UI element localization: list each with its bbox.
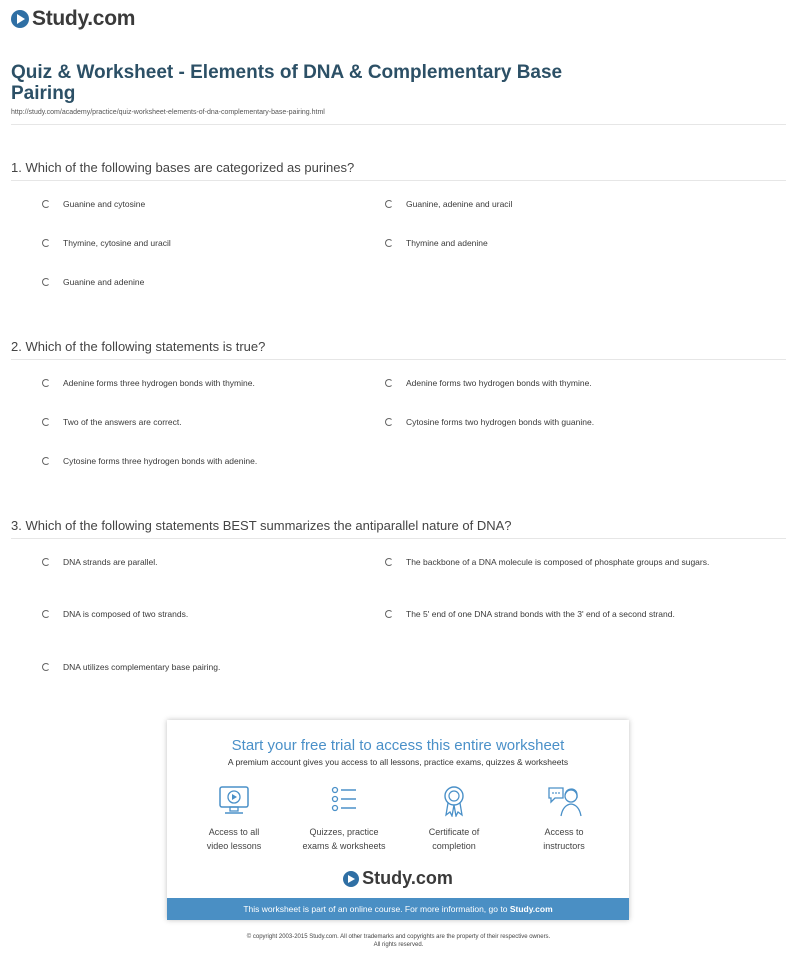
answer-option[interactable] <box>385 415 715 429</box>
answer-option[interactable] <box>42 555 342 569</box>
radio-icon[interactable] <box>385 610 393 618</box>
radio-icon[interactable] <box>42 200 50 208</box>
instructor-chat-icon <box>546 785 582 817</box>
option-label: Guanine and cytosine <box>63 199 146 209</box>
option-label: Two of the answers are correct. <box>63 417 182 427</box>
copyright-line: All rights reserved. <box>373 942 424 948</box>
option-label: Guanine and adenine <box>63 277 145 287</box>
answer-option[interactable] <box>385 197 715 211</box>
answer-option[interactable] <box>42 275 342 289</box>
option-label: Guanine, adenine and uracil <box>406 199 513 209</box>
question-1 <box>11 160 786 181</box>
question-2 <box>11 339 786 360</box>
answer-option[interactable] <box>42 415 342 429</box>
answer-option[interactable] <box>385 555 715 569</box>
promo-subline: A premium account gives you access to all lessons, practice exams, quizzes & worksheets <box>227 757 569 767</box>
radio-icon[interactable] <box>385 200 393 208</box>
video-lessons-icon <box>216 785 252 817</box>
feature-line: Access to <box>544 827 584 837</box>
answer-option[interactable] <box>42 197 342 211</box>
course-info-bar <box>167 898 629 920</box>
option-label: Thymine, cytosine and uracil <box>63 238 171 248</box>
feature-line: Certificate of <box>428 827 480 837</box>
play-logo-icon <box>11 10 29 28</box>
radio-icon[interactable] <box>42 663 50 671</box>
answer-option[interactable] <box>42 607 342 621</box>
option-label: Adenine forms three hydrogen bonds with thymine. <box>63 378 255 388</box>
feature-line: video lessons <box>206 841 262 851</box>
question-text: 3. Which of the following statements BEST summarizes the antiparallel nature of DNA? <box>11 518 512 533</box>
radio-icon[interactable] <box>385 558 393 566</box>
answer-option[interactable] <box>385 607 715 621</box>
certificate-icon <box>436 785 472 817</box>
divider <box>11 359 786 360</box>
question-text: 1. Which of the following bases are categorized as purines? <box>11 160 355 175</box>
promo-logo[interactable] <box>167 868 629 889</box>
option-label: Cytosine forms three hydrogen bonds with adenine. <box>63 456 258 466</box>
answer-option[interactable] <box>42 454 342 468</box>
radio-icon[interactable] <box>42 278 50 286</box>
page-title: Quiz & Worksheet - Elements of DNA & Complementary Base Pairing <box>11 62 563 104</box>
free-trial-promo <box>167 720 629 920</box>
radio-icon[interactable] <box>385 379 393 387</box>
feature-line: Quizzes, practice <box>309 827 379 837</box>
promo-logo-text: Study.com <box>362 868 453 888</box>
feature-quizzes <box>289 785 399 853</box>
promo-headline[interactable]: Start your free trial to access this entire worksheet <box>231 737 565 754</box>
answer-option[interactable] <box>385 236 715 250</box>
option-label: DNA is composed of two strands. <box>63 609 189 619</box>
feature-line: exams & worksheets <box>302 841 386 851</box>
radio-icon[interactable] <box>42 610 50 618</box>
option-label: DNA strands are parallel. <box>63 557 158 567</box>
course-info-text: This worksheet is part of an online course. For more information, go to <box>243 904 510 914</box>
radio-icon[interactable] <box>42 379 50 387</box>
feature-line: Access to all <box>208 827 260 837</box>
feature-list <box>167 785 629 855</box>
feature-video-lessons <box>179 785 289 853</box>
option-label: Thymine and adenine <box>406 238 488 248</box>
option-label: Adenine forms two hydrogen bonds with thymine. <box>406 378 592 388</box>
copyright-line: © copyright 2003-2015 Study.com. All other trademarks and copyrights are the property of their respective owners. <box>246 934 551 940</box>
feature-line: completion <box>432 841 476 851</box>
feature-certificate <box>399 785 509 853</box>
divider <box>11 124 786 125</box>
answer-option[interactable] <box>42 660 342 674</box>
feature-line: instructors <box>543 841 585 851</box>
radio-icon[interactable] <box>385 418 393 426</box>
answer-option[interactable] <box>385 376 715 390</box>
option-label: Cytosine forms two hydrogen bonds with guanine. <box>406 417 595 427</box>
study-logo[interactable] <box>11 7 135 31</box>
divider <box>11 538 786 539</box>
divider <box>11 180 786 181</box>
quiz-list-icon <box>326 785 362 817</box>
play-logo-icon <box>343 871 359 887</box>
course-info-link[interactable]: Study.com <box>509 904 553 914</box>
option-label: The 5' end of one DNA strand bonds with the 3' end of a second strand. <box>406 609 675 619</box>
radio-icon[interactable] <box>42 457 50 465</box>
logo-text: Study.com <box>32 7 136 30</box>
radio-icon[interactable] <box>385 239 393 247</box>
question-3 <box>11 518 786 539</box>
page-url: http://study.com/academy/practice/quiz-worksheet-elements-of-dna-complementary-base-pairing.html <box>11 109 325 116</box>
option-label: The backbone of a DNA molecule is composed of phosphate groups and sugars. <box>406 557 710 567</box>
answer-option[interactable] <box>42 236 342 250</box>
radio-icon[interactable] <box>42 239 50 247</box>
question-text: 2. Which of the following statements is true? <box>11 339 266 354</box>
radio-icon[interactable] <box>42 558 50 566</box>
feature-instructors <box>509 785 619 853</box>
option-label: DNA utilizes complementary base pairing. <box>63 662 221 672</box>
answer-option[interactable] <box>42 376 342 390</box>
radio-icon[interactable] <box>42 418 50 426</box>
copyright-footer <box>0 933 797 949</box>
